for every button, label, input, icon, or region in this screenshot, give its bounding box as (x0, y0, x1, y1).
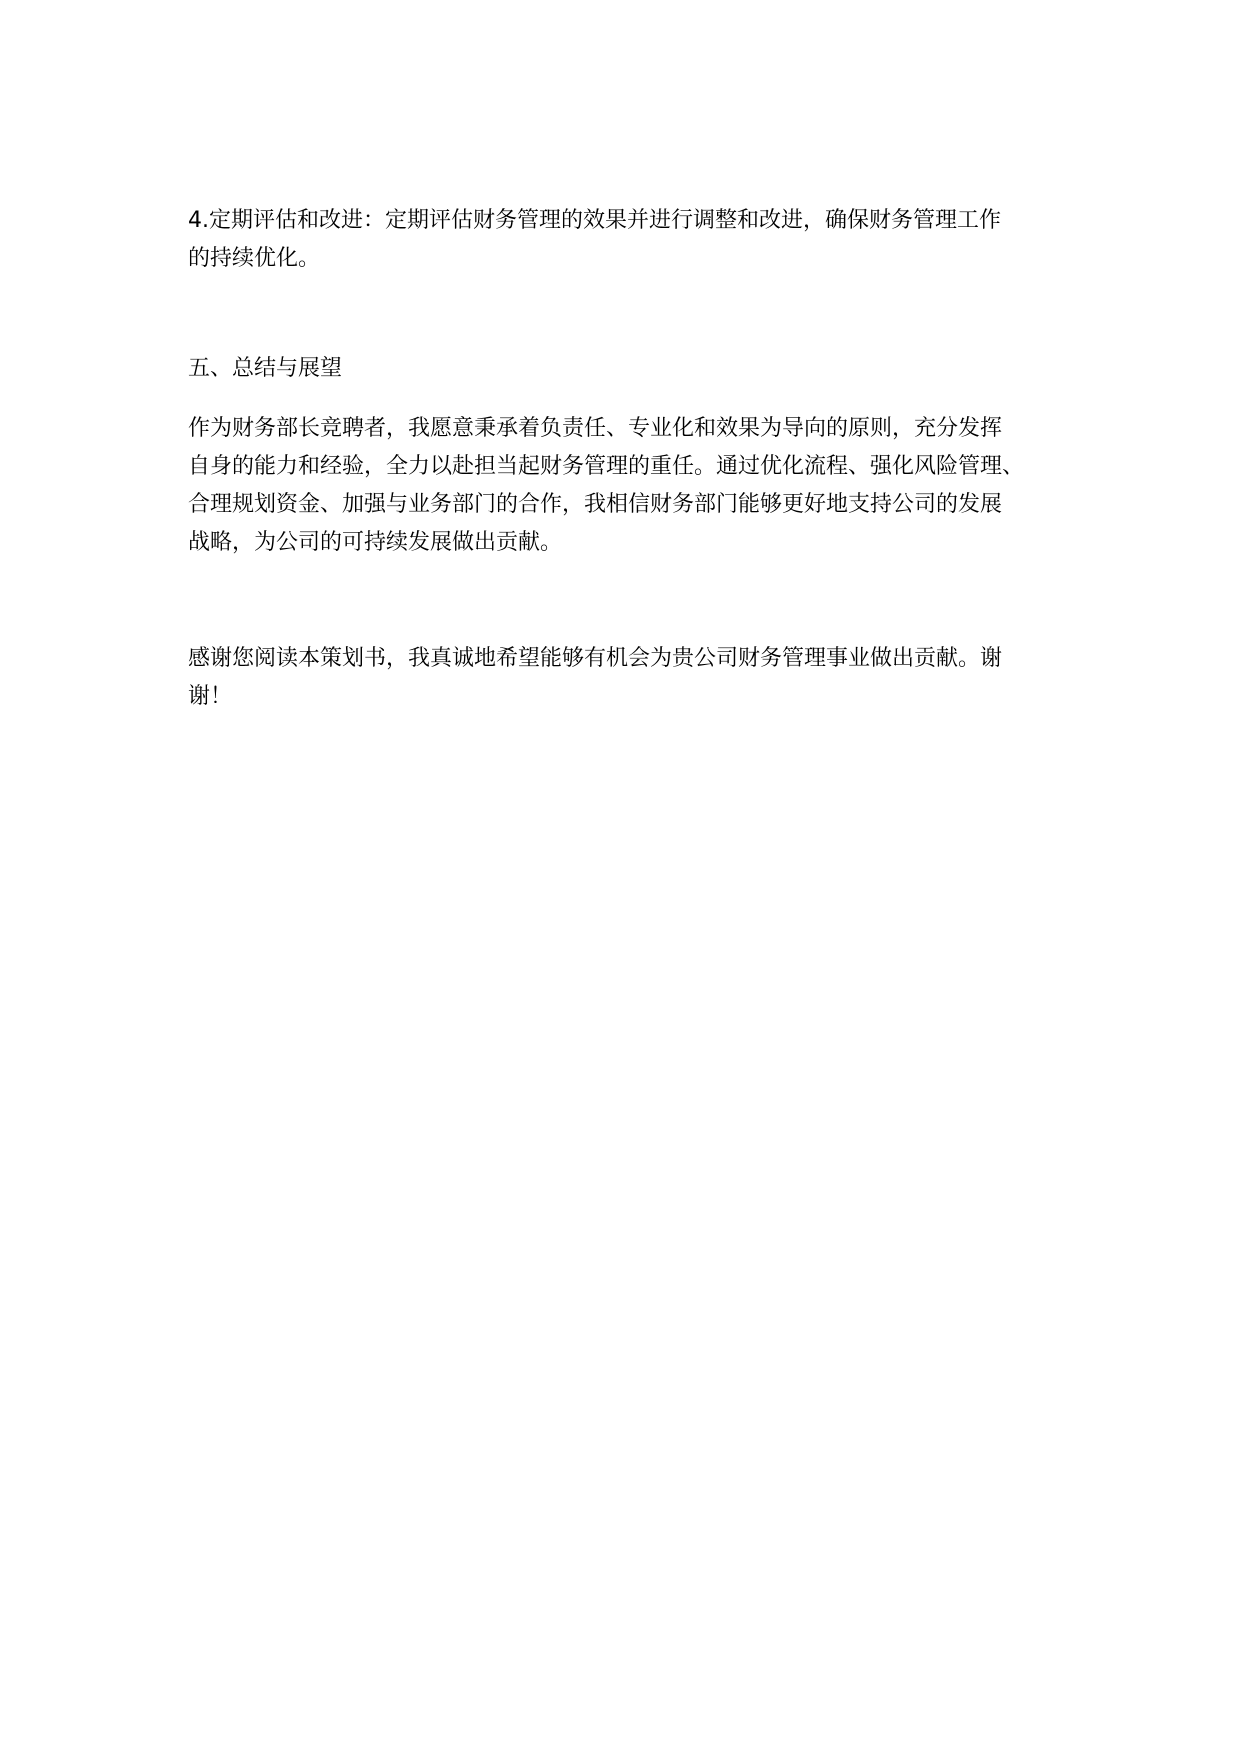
paragraph-line: 感谢您阅读本策划书，我真诚地希望能够有机会为贵公司财务管理事业做出贡献。谢 (188, 646, 1003, 671)
paragraph-summary (188, 410, 1088, 562)
paragraph-line: 的持续优化。 (188, 246, 321, 271)
paragraph-line: 合理规划资金、加强与业务部门的合作，我相信财务部门能够更好地支持公司的发展 (188, 492, 1003, 517)
section-heading-summary-outlook (188, 350, 1088, 388)
paragraph-line: 自身的能力和经验，全力以赴担当起财务管理的重任。通过优化流程、强化风险管理、 (188, 454, 1025, 479)
paragraph-line: 战略，为公司的可持续发展做出贡献。 (188, 530, 563, 555)
paragraph-thanks (188, 640, 1088, 716)
paragraph-line: 谢！ (188, 684, 233, 709)
paragraph-line: 作为财务部长竞聘者，我愿意秉承着负责任、专业化和效果为导向的原则，充分发挥 (188, 416, 1003, 441)
section-heading-text: 五、总结与展望 (188, 356, 343, 381)
paragraph-regular-review (188, 202, 1088, 278)
paragraph-line: 4.定期评估和改进：定期评估财务管理的效果并进行调整和改进，确保财务管理工作 (188, 208, 1001, 233)
